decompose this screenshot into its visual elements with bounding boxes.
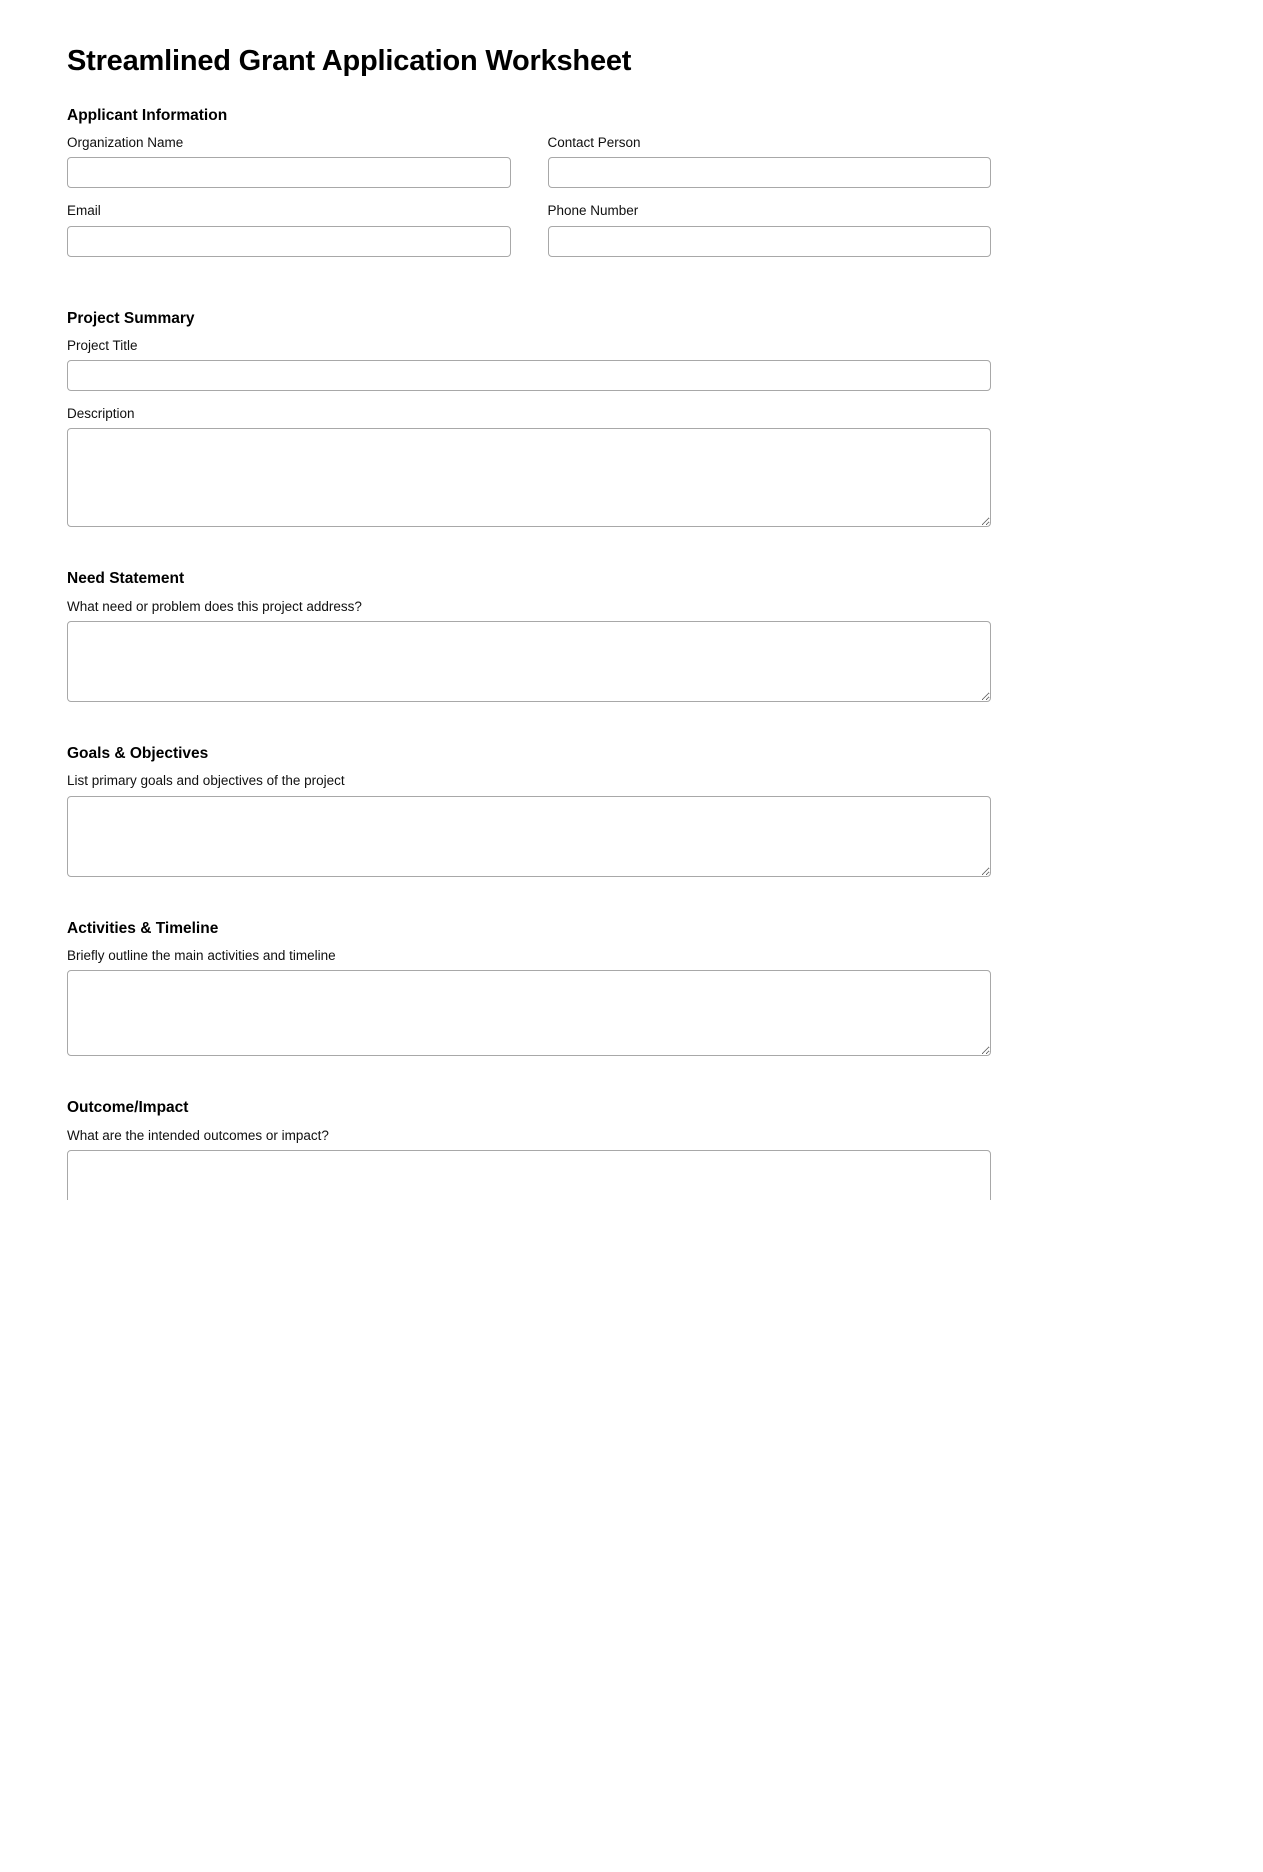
field-activities-timeline bbox=[67, 947, 991, 1056]
field-email bbox=[67, 202, 511, 256]
project-title-input[interactable] bbox=[67, 360, 991, 391]
label-phone-number: Phone Number bbox=[547, 203, 639, 219]
contact-person-input[interactable] bbox=[548, 157, 992, 188]
goals-objectives-textarea[interactable] bbox=[67, 796, 991, 877]
section-outcome-impact bbox=[67, 1098, 991, 1200]
label-need-statement: What need or problem does this project address? bbox=[67, 598, 362, 614]
applicant-fields-row-2 bbox=[67, 202, 991, 270]
email-input[interactable] bbox=[67, 226, 511, 257]
document-content bbox=[67, 0, 991, 1200]
field-organization-name bbox=[67, 134, 511, 188]
section-applicant-information bbox=[67, 106, 991, 271]
section-heading-activities-timeline: Activities & Timeline bbox=[67, 919, 219, 937]
label-email: Email bbox=[67, 203, 101, 219]
activities-timeline-textarea[interactable] bbox=[67, 970, 991, 1056]
organization-name-input[interactable] bbox=[67, 157, 511, 188]
section-heading-outcome-impact: Outcome/Impact bbox=[67, 1099, 189, 1117]
page-title: Streamlined Grant Application Worksheet bbox=[67, 45, 632, 77]
section-heading-goals-objectives: Goals & Objectives bbox=[67, 745, 209, 763]
section-goals-objectives bbox=[67, 744, 991, 877]
section-project-summary bbox=[67, 309, 991, 528]
section-activities-timeline bbox=[67, 919, 991, 1057]
description-textarea[interactable] bbox=[67, 428, 991, 527]
section-heading-project-summary: Project Summary bbox=[67, 309, 195, 327]
label-goals-objectives: List primary goals and objectives of the project bbox=[67, 773, 345, 789]
field-outcome-impact bbox=[67, 1127, 991, 1200]
section-heading-applicant-information: Applicant Information bbox=[67, 106, 228, 124]
label-contact-person: Contact Person bbox=[547, 135, 641, 151]
label-activities-timeline: Briefly outline the main activities and timeline bbox=[67, 947, 336, 963]
label-organization-name: Organization Name bbox=[67, 135, 184, 151]
phone-number-input[interactable] bbox=[548, 226, 992, 257]
field-need-statement bbox=[67, 598, 991, 702]
label-project-title: Project Title bbox=[67, 337, 138, 353]
field-goals-objectives bbox=[67, 772, 991, 876]
outcome-impact-clip bbox=[67, 1150, 991, 1200]
field-contact-person bbox=[548, 134, 992, 202]
section-need-statement bbox=[67, 569, 991, 702]
section-heading-need-statement: Need Statement bbox=[67, 570, 185, 588]
label-outcome-impact: What are the intended outcomes or impact? bbox=[67, 1127, 329, 1143]
field-phone-number bbox=[548, 202, 992, 270]
outcome-impact-textarea[interactable] bbox=[67, 1150, 991, 1200]
label-description: Description bbox=[67, 406, 135, 422]
field-project-title bbox=[67, 337, 991, 391]
field-description bbox=[67, 405, 991, 527]
applicant-fields-row-1 bbox=[67, 134, 991, 202]
need-statement-textarea[interactable] bbox=[67, 621, 991, 702]
